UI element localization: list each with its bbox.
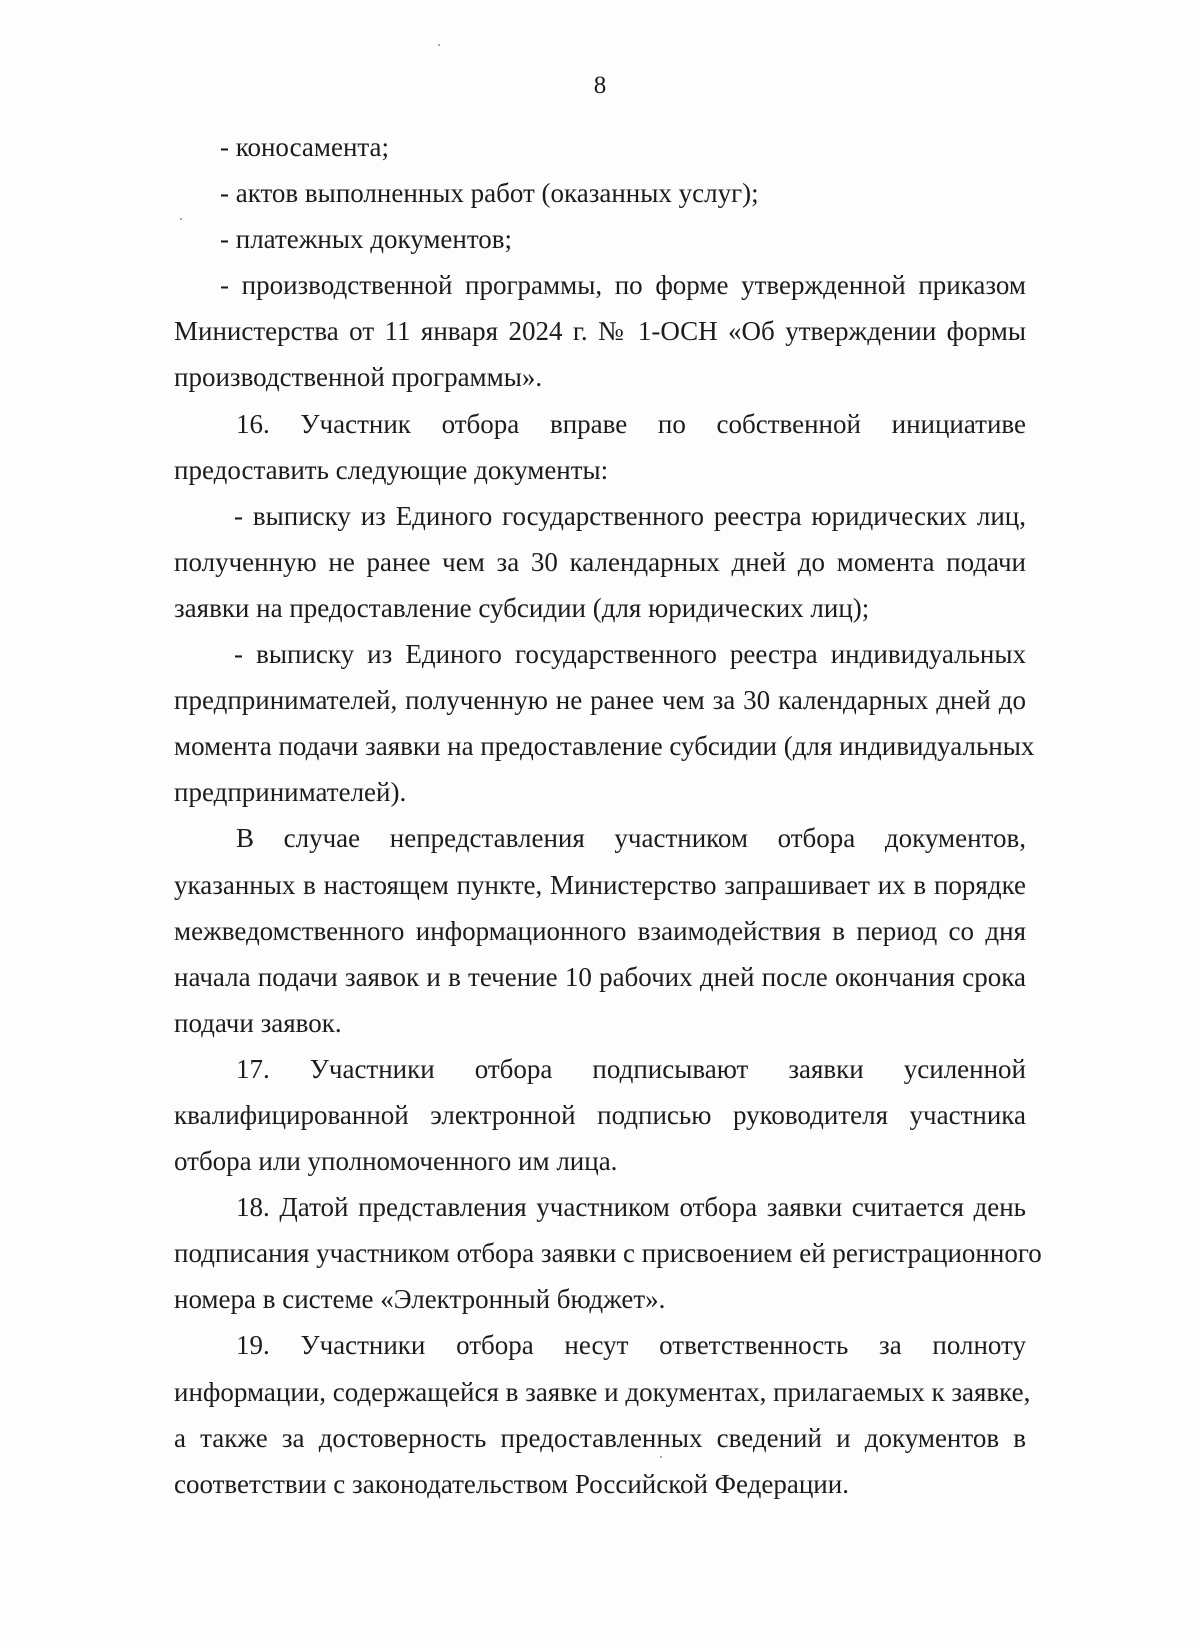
text-line: - платежных документов;	[220, 224, 513, 255]
text-line: В случае непредставления участником отбора документов,	[236, 823, 1026, 854]
text-line: момента подачи заявки на предоставление субсидии (для индивидуальных	[174, 731, 1035, 762]
text-line: производственной программы».	[174, 362, 543, 393]
text-line: предпринимателей).	[174, 777, 407, 808]
text-line: 17. Участники отбора подписывают заявки усиленной	[236, 1053, 1026, 1084]
text-line: информации, содержащейся в заявке и документах, прилагаемых к заявке,	[174, 1376, 1031, 1407]
text-line: заявки на предоставление субсидии (для юридических лиц);	[174, 592, 870, 623]
text-line: а также за достоверность предоставленных сведений и документов в	[174, 1422, 1026, 1453]
text-line: предоставить следующие документы:	[174, 454, 609, 485]
text-line: Министерства от 11 января 2024 г. № 1-ОСН «Об утверждении формы	[174, 316, 1026, 347]
text-line: начала подачи заявок и в течение 10 рабочих дней после окончания срока	[174, 961, 1026, 992]
text-line: 18. Датой представления участником отбора заявки считается день	[236, 1192, 1026, 1223]
text-line: - производственной программы, по форме утвержденной приказом	[220, 270, 1026, 301]
text-line: полученную не ранее чем за 30 календарных дней до момента подачи	[174, 546, 1026, 577]
text-line: квалифицированной электронной подписью руководителя участника	[174, 1099, 1026, 1130]
document-body	[174, 124, 1042, 1507]
text-line: - выписку из Единого государственного реестра индивидуальных	[234, 639, 1026, 670]
page-number: 8	[593, 72, 607, 99]
text-line: указанных в настоящем пункте, Министерство запрашивает их в порядке	[174, 869, 1026, 900]
text-line: - коносамента;	[220, 132, 390, 162]
text-line: отбора или уполномоченного им лица.	[174, 1146, 618, 1177]
text-line: подписания участником отбора заявки с присвоением ей регистрационного	[174, 1238, 1042, 1269]
text-line: - выписку из Единого государственного реестра юридических лиц,	[234, 500, 1026, 531]
text-line: номера в системе «Электронный бюджет».	[174, 1284, 666, 1315]
text-line: предпринимателей, полученную не ранее чем за 30 календарных дней до	[174, 685, 1026, 716]
text-line: подачи заявок.	[174, 1007, 342, 1038]
text-line: 19. Участники отбора несут ответственность за полноту	[236, 1330, 1026, 1361]
scan-speck	[438, 44, 440, 46]
text-line: соответствии с законодательством Российской Федерации.	[174, 1468, 849, 1499]
text-line: - актов выполненных работ (оказанных услуг);	[220, 178, 759, 209]
text-line: 16. Участник отбора вправе по собственной инициативе	[236, 408, 1026, 439]
text-line: межведомственного информационного взаимодействия в период со дня	[174, 915, 1026, 946]
